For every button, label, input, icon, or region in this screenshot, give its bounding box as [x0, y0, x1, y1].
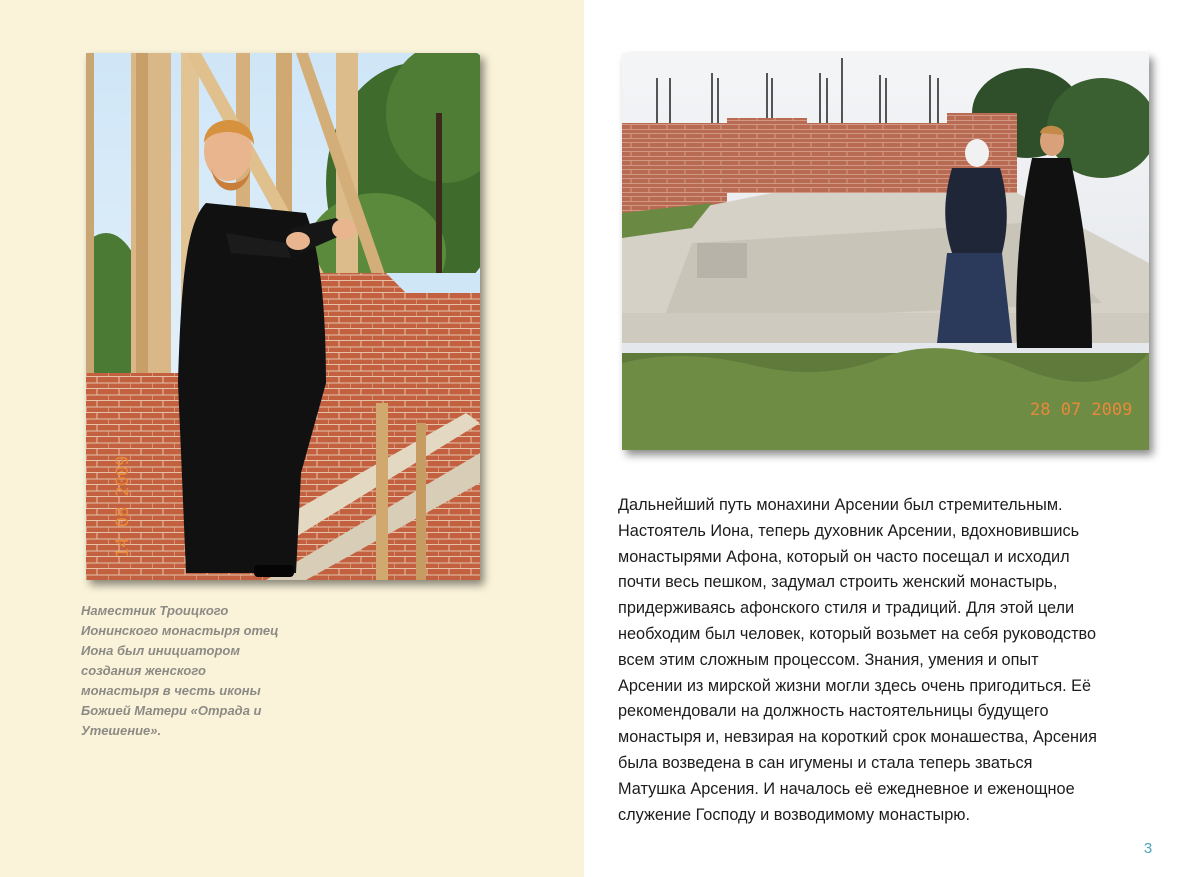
- photo-monastery-foundation: [622, 53, 1149, 450]
- photo-caption: Наместник Троицкого Ионинского монастыря отец Иона был инициатором создания женского монастыря в честь иконы Божией Матери «Отрада и Утешение».: [81, 603, 279, 738]
- photo2-date-stamp: 28 07 2009: [1030, 400, 1133, 420]
- photo-priest-at-construction: [86, 53, 480, 580]
- photo1-date-stamp: 14 08 2009: [113, 455, 133, 558]
- photo-priest-image: [86, 53, 480, 580]
- main-paragraph: Дальнейший путь монахини Арсении был стремительным. Настоятель Иона, теперь духовник Арсении, вдохновившись монастырями Афона, который он часто посещал и исходил почти весь пешком, задумал строить женский монастырь, придерживаясь афонского стиля и традиций. Для этой цели необходим был человек, который возьмет на себя руководство всем этим сложным процессом. Знания, умения и опыт Арсении из мирской жизни могли здесь очень пригодиться. Её рекомендовали на должность настоятельницы будущего монастыря и, невзирая на короткий срок монашества, Арсения была возведена в сан игумены и стала теперь зваться Матушка Арсения. И началось её ежедневное и еженощное служение Господу и возводимому монастырю.: [618, 496, 1097, 824]
- page-number: 3: [1143, 840, 1153, 857]
- photo-foundation-image: [622, 53, 1149, 450]
